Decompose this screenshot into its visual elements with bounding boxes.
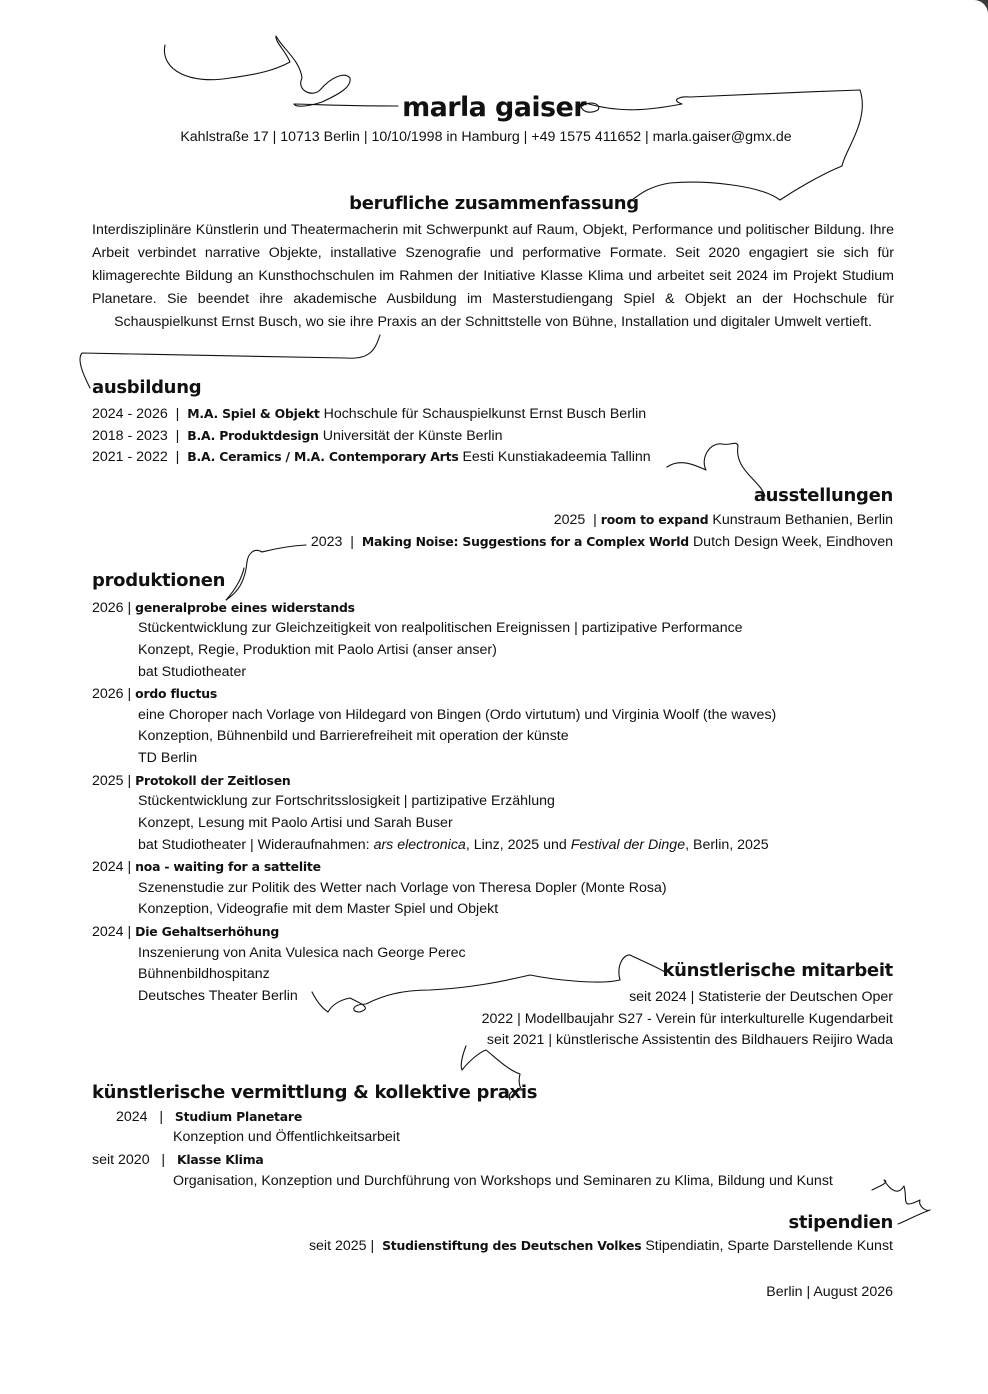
education-sep: | xyxy=(175,449,180,465)
production-detail: Bühnenbildhospitanz xyxy=(138,966,270,982)
mediation-detail: Konzeption und Öffentlichkeitsarbeit xyxy=(173,1129,400,1145)
education-sep: | xyxy=(175,428,180,444)
exhibition-sep: | xyxy=(593,512,597,528)
education-degree: M.A. Spiel & Objekt xyxy=(187,406,320,421)
rerecord-suffix: , Berlin, 2025 xyxy=(685,837,769,853)
production-title: generalprobe eines widerstands xyxy=(135,600,355,615)
education-degree: B.A. Produktdesign xyxy=(187,428,319,443)
exhibition-title: Making Noise: Suggestions for a Complex World xyxy=(361,534,689,549)
summary-paragraph: Interdisziplinäre Künstlerin und Theatermacherin mit Schwerpunkt auf Raum, Objekt, Performance und politischer Bildung. Ihre Arbeit verbindet narrative Objekte, installative Szenografie und performative Formate. Seit 2020 engagiert sie sich für klimagerechte Bildung an Kunsthochschulen im Rahmen der Initiative Klasse Klima und arbeitet seit 2024 im Projekt Studium Planetare. Sie beendet ihre akademische Ausbildung im Masterstudiengang Spiel & Objekt an der Hochschule für Schauspielkunst Ernst Busch, wo sie ihre Praxis an der Schnittstelle von Bühne, Installation und digitaler Umwelt vertieft. xyxy=(92,222,894,330)
mediation-detail: Organisation, Konzeption und Durchführung von Workshops und Seminaren zu Klima, Bildung und Kunst xyxy=(173,1173,833,1189)
mediation-sep: | xyxy=(161,1152,166,1168)
production-year: 2025 | xyxy=(92,773,132,789)
education-institution: Hochschule für Schauspielkunst Ernst Busch Berlin xyxy=(323,406,647,422)
production-detail: Stückentwicklung zur Fortschritsslosigkeit | partizipative Erzählung xyxy=(138,793,555,809)
production-detail: Konzeption, Videografie mit dem Master Spiel und Objekt xyxy=(138,901,499,917)
doodle-exhibitions xyxy=(667,443,765,496)
production-detail: TD Berlin xyxy=(138,750,198,766)
education-heading: ausbildung xyxy=(92,377,202,398)
scholarship-item xyxy=(309,1235,893,1258)
education-institution: Universität der Künste Berlin xyxy=(322,428,503,444)
production-rerecord xyxy=(138,835,769,857)
mediation-title-row xyxy=(92,1149,264,1172)
name-title: marla gaiser xyxy=(402,92,586,123)
production-detail: Konzeption, Bühnenbild und Barrierefreiheit mit operation der künste xyxy=(138,728,569,744)
production-title-row xyxy=(92,683,217,706)
mediation-title: Klasse Klima xyxy=(176,1152,264,1167)
mediation-year: seit 2020 xyxy=(92,1152,150,1168)
exhibition-year: 2025 xyxy=(553,512,586,528)
exhibition-year: 2023 xyxy=(310,534,343,550)
education-item xyxy=(92,425,503,448)
production-detail: bat Studiotheater xyxy=(138,664,247,680)
mediation-heading: künstlerische vermittlung & kollektive praxis xyxy=(92,1082,538,1103)
exhibition-item xyxy=(554,509,893,532)
collaboration-item: seit 2024 | Statisterie der Deutschen Oper xyxy=(629,989,893,1005)
education-item xyxy=(92,446,651,469)
production-detail: eine Choroper nach Vorlage von Hildegard von Bingen (Ordo virtutum) und Virginia Woolf (the waves) xyxy=(138,707,777,723)
summary-heading: berufliche zusammenfassung xyxy=(349,193,639,214)
mediation-year: 2024 xyxy=(116,1109,148,1125)
production-title: ordo fluctus xyxy=(135,686,217,701)
exhibition-venue: Dutch Design Week, Eindhoven xyxy=(692,534,893,550)
mediation-title: Studium Planetare xyxy=(174,1109,303,1124)
production-year: 2026 | xyxy=(92,600,132,616)
production-detail: Deutsches Theater Berlin xyxy=(138,988,298,1004)
production-detail: Konzept, Lesung mit Paolo Artisi und Sarah Buser xyxy=(138,815,453,831)
exhibitions-heading: ausstellungen xyxy=(753,485,893,506)
production-title: Die Gehaltserhöhung xyxy=(135,924,280,939)
production-year: 2024 | xyxy=(92,924,132,940)
scholarship-detail: Stipendiatin, Sparte Darstellende Kunst xyxy=(645,1238,893,1254)
production-title: noa - waiting for a sattelite xyxy=(135,859,321,874)
productions-heading: produktionen xyxy=(92,570,226,591)
festival-name: Festival der Dinge xyxy=(570,837,686,853)
exhibition-sep: | xyxy=(350,534,354,550)
production-title-row xyxy=(92,770,291,793)
production-title-row xyxy=(92,597,355,620)
production-year: 2024 | xyxy=(92,859,132,875)
production-detail: Konzept, Regie, Produktion mit Paolo Artisi (anser anser) xyxy=(138,642,497,658)
rerecord-mid: , Linz, 2025 und xyxy=(465,837,571,853)
production-detail: Szenenstudie zur Politik des Wetter nach Vorlage von Theresa Dopler (Monte Rosa) xyxy=(138,880,667,896)
education-years: 2018 - 2023 xyxy=(92,428,168,444)
production-title: Protokoll der Zeitlosen xyxy=(135,773,291,788)
rerecord-prefix: bat Studiotheater | Wideraufnahmen: xyxy=(138,837,374,853)
education-sep: | xyxy=(175,406,180,422)
festival-name: ars electronica xyxy=(373,837,466,853)
scholarship-year: seit 2025 | xyxy=(308,1238,375,1254)
collaboration-item: seit 2021 | künstlerische Assistentin des Bildhauers Reijiro Wada xyxy=(486,1032,893,1048)
education-item xyxy=(92,403,646,426)
contact-line: Kahlstraße 17 | 10713 Berlin | 10/10/1998 in Hamburg | +49 1575 411652 | marla.gaiser@gmx.de xyxy=(180,129,792,145)
scholarships-heading: stipendien xyxy=(788,1212,893,1233)
exhibition-title: room to expand xyxy=(600,512,709,527)
production-year: 2026 | xyxy=(92,686,132,702)
exhibition-venue: Kunstraum Bethanien, Berlin xyxy=(712,512,893,528)
scholarship-title: Studienstiftung des Deutschen Volkes xyxy=(382,1238,642,1253)
exhibition-item xyxy=(311,531,893,554)
education-institution: Eesti Kunstiakadeemia Tallinn xyxy=(462,449,651,465)
doodle-productions xyxy=(226,545,306,600)
footer-place-date: Berlin | August 2026 xyxy=(766,1284,893,1300)
education-years: 2024 - 2026 xyxy=(92,406,168,422)
collaboration-item: 2022 | Modellbaujahr S27 - Verein für interkulturelle Kugendarbeit xyxy=(481,1011,893,1027)
production-title-row xyxy=(92,921,279,944)
summary-text xyxy=(92,219,894,334)
production-detail: Stückentwicklung zur Gleichzeitigkeit von realpolitischen Ereignissen | partizipative Performance xyxy=(138,620,743,636)
mediation-title-row xyxy=(116,1106,302,1129)
education-years: 2021 - 2022 xyxy=(92,449,168,465)
collaboration-heading: künstlerische mitarbeit xyxy=(662,960,893,981)
mediation-sep: | xyxy=(159,1109,164,1125)
education-degree: B.A. Ceramics / M.A. Contemporary Arts xyxy=(187,449,459,464)
production-title-row xyxy=(92,856,321,879)
production-detail: Inszenierung von Anita Vulesica nach George Perec xyxy=(138,945,466,961)
